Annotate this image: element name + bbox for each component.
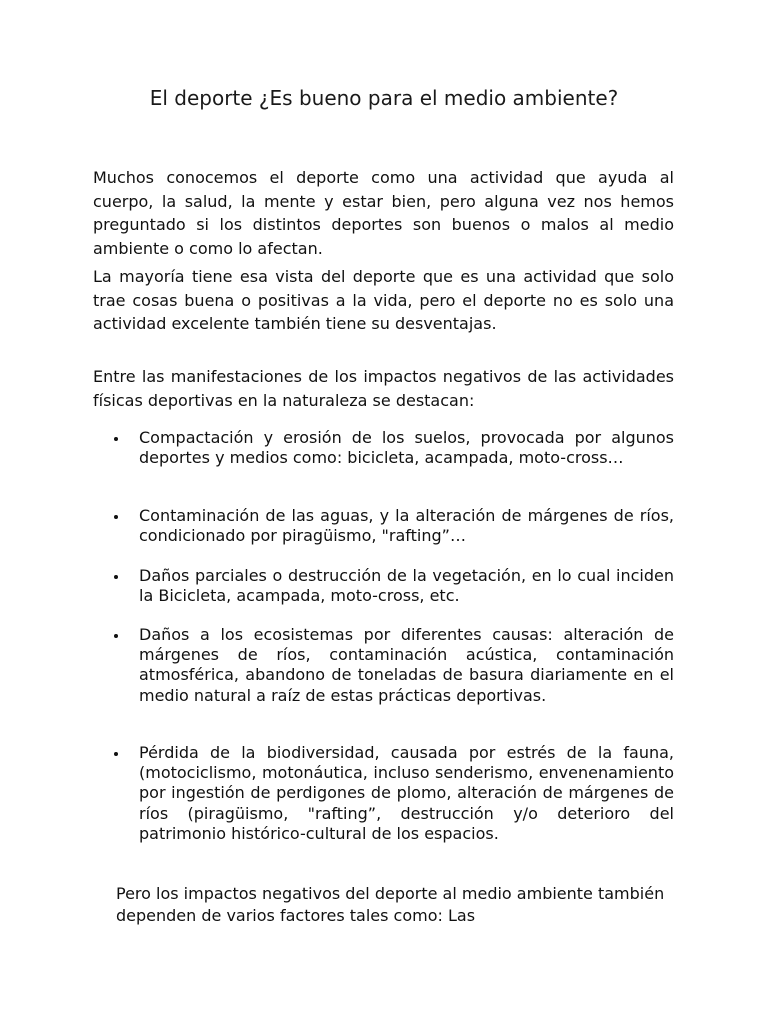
bullet-dot-icon: [114, 515, 118, 519]
bullet-text: Daños a los ecosistemas por diferentes causas: alteración de márgenes de ríos, contaminación acústica, contaminación atmosférica, abandono de toneladas de basura diariamente en el medio natural a raíz de estas prácticas deportivas.: [139, 625, 674, 705]
bullet-item-biodiversity: [139, 743, 674, 844]
bullet-text: Contaminación de las aguas, y la alteración de márgenes de ríos, condicionado por piragüismo, "rafting”…: [139, 506, 674, 546]
bullet-item-water: [139, 506, 674, 546]
bullet-text: Compactación y erosión de los suelos, provocada por algunos deportes y medios como: bicicleta, acampada, moto-cross…: [139, 428, 674, 468]
document-title: El deporte ¿Es bueno para el medio ambiente?: [149, 86, 619, 110]
bullet-item-soil: [139, 428, 674, 468]
bullet-dot-icon: [114, 752, 118, 756]
bullet-text: Daños parciales o destrucción de la vegetación, en lo cual inciden la Bicicleta, acampada, moto-cross, etc.: [139, 566, 674, 606]
bullet-text: Pérdida de la biodiversidad, causada por estrés de la fauna, (motociclismo, motonáutica, incluso senderismo, envenenamiento por ingestión de perdigones de plomo, alteración de márgenes de ríos (piragüismo, "rafting”, destrucción y/o deterioro del patrimonio histórico-cultural de los espacios.: [139, 743, 674, 843]
bullet-dot-icon: [114, 575, 118, 579]
bullet-dot-icon: [114, 634, 118, 638]
paragraph-manifestations: Entre las manifestaciones de los impactos negativos de las actividades físicas deportivas en la naturaleza se destacan:: [93, 367, 674, 410]
bullet-item-ecosystems: [139, 625, 674, 706]
bullet-dot-icon: [114, 437, 118, 441]
paragraph-intro: Muchos conocemos el deporte como una actividad que ayuda al cuerpo, la salud, la mente y estar bien, pero alguna vez nos hemos preguntado si los distintos deportes son buenos o malos al medio ambiente o como lo afectan.: [93, 168, 674, 258]
paragraph-closing: Pero los impactos negativos del deporte al medio ambiente también dependen de varios factores tales como: Las: [116, 884, 665, 925]
paragraph-perception: La mayoría tiene esa vista del deporte que es una actividad que solo trae cosas buena o positivas a la vida, pero el deporte no es solo una actividad excelente también tiene su desventajas.: [93, 267, 674, 333]
bullet-item-vegetation: [139, 566, 674, 606]
